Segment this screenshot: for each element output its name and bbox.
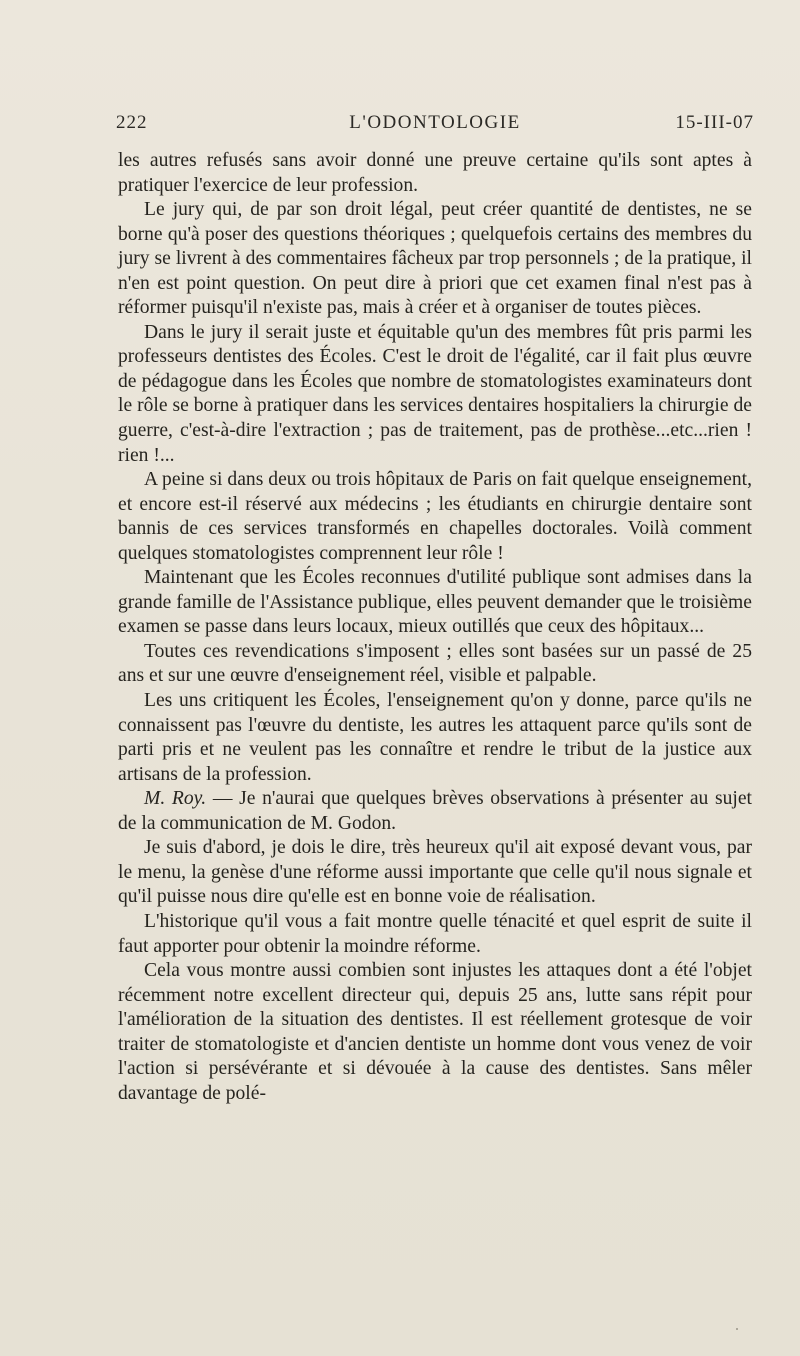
paragraph: Cela vous montre aussi combien sont injustes les attaques dont a été l'objet récemment notre excellent directeur qui, depuis 25 ans, lutte sans répit pour l'amélioration de la situation des dentistes. Il est réellement grotesque de voir traiter de stomatologiste et d'ancien dentiste un homme dont vous venez de voir l'action si persévérante et si dévouée à la cause des dentistes. Sans mêler davantage de polé- (118, 960, 752, 1104)
running-header (116, 112, 754, 142)
issue-date: 15-III-07 (675, 112, 754, 133)
paragraph: Dans le jury il serait juste et équitable qu'un des membres fût pris parmi les professeurs dentistes des Écoles. C'est le droit de l'égalité, car il fait plus œuvre de pédagogue dans les Écoles que nombre de stomatologistes examinateurs dont le rôle se borne à pratiquer dans les services dentaires hospitaliers la chirurgie de guerre, c'est-à-dire l'extraction ; pas de traitement, pas de prothèse...etc...rien ! rien !... (118, 321, 752, 466)
paragraph: Le jury qui, de par son droit légal, peut créer quantité de dentistes, ne se borne qu'à poser des questions théoriques ; quelquefois certains des membres du jury se livrent à des commentaires fâcheux par trop personnels ; de la pratique, il n'en est point question. On peut dire à priori que cet examen final n'est pas à réformer puisqu'il n'existe pas, mais à créer et à organiser de toutes pièces. (118, 199, 752, 319)
paragraph: A peine si dans deux ou trois hôpitaux de Paris on fait quelque enseignement, et encore est-il réservé aux médecins ; les étudiants en chirurgie dentaire sont bannis de ces services transformés en chapelles doctorales. Voilà comment quelques stomatologistes comprennent leur rôle ! (118, 469, 752, 564)
paragraph: les autres refusés sans avoir donné une preuve certaine qu'ils sont aptes à pratiquer l'exercice de leur profession. (118, 150, 752, 196)
speech-paragraph (118, 787, 752, 836)
speaker-name: M. Roy. (144, 788, 207, 810)
paragraph: L'historique qu'il vous a fait montre quelle ténacité et quel esprit de suite il faut apporter pour obtenir la moindre réforme. (118, 910, 752, 957)
speech-text: Je n'aurai que quelques brèves observations à présenter au sujet de la communication de M. Godon. (118, 788, 752, 834)
paper-speck (736, 1328, 738, 1330)
article-body (118, 149, 752, 1106)
paragraph: Maintenant que les Écoles reconnues d'utilité publique sont admises dans la grande famille de l'Assistance publique, elles peuvent demander que le troisième examen se passe dans leurs locaux, mieux outillés que ceux des hôpitaux... (118, 567, 752, 638)
paragraph: Les uns critiquent les Écoles, l'enseignement qu'on y donne, parce qu'ils ne connaissent pas l'œuvre du dentiste, les autres les attaquent parce qu'ils sont de parti pris et ne veulent pas les connaître et rendre le tribut de la justice aux artisans de la profession. (118, 690, 752, 785)
paragraph: Toutes ces revendications s'imposent ; elles sont basées sur un passé de 25 ans et sur une œuvre d'enseignement réel, visible et palpable. (118, 640, 752, 687)
page-number: 222 (116, 112, 148, 133)
speech-separator: — (206, 788, 240, 810)
journal-title: L'ODONTOLOGIE (349, 112, 521, 133)
paragraph: Je suis d'abord, je dois le dire, très heureux qu'il ait exposé devant vous, par le menu, la genèse d'une réforme aussi importante que celle qu'il nous signale et qu'il puisse nous dire qu'elle est en bonne voie de réalisation. (118, 837, 752, 908)
